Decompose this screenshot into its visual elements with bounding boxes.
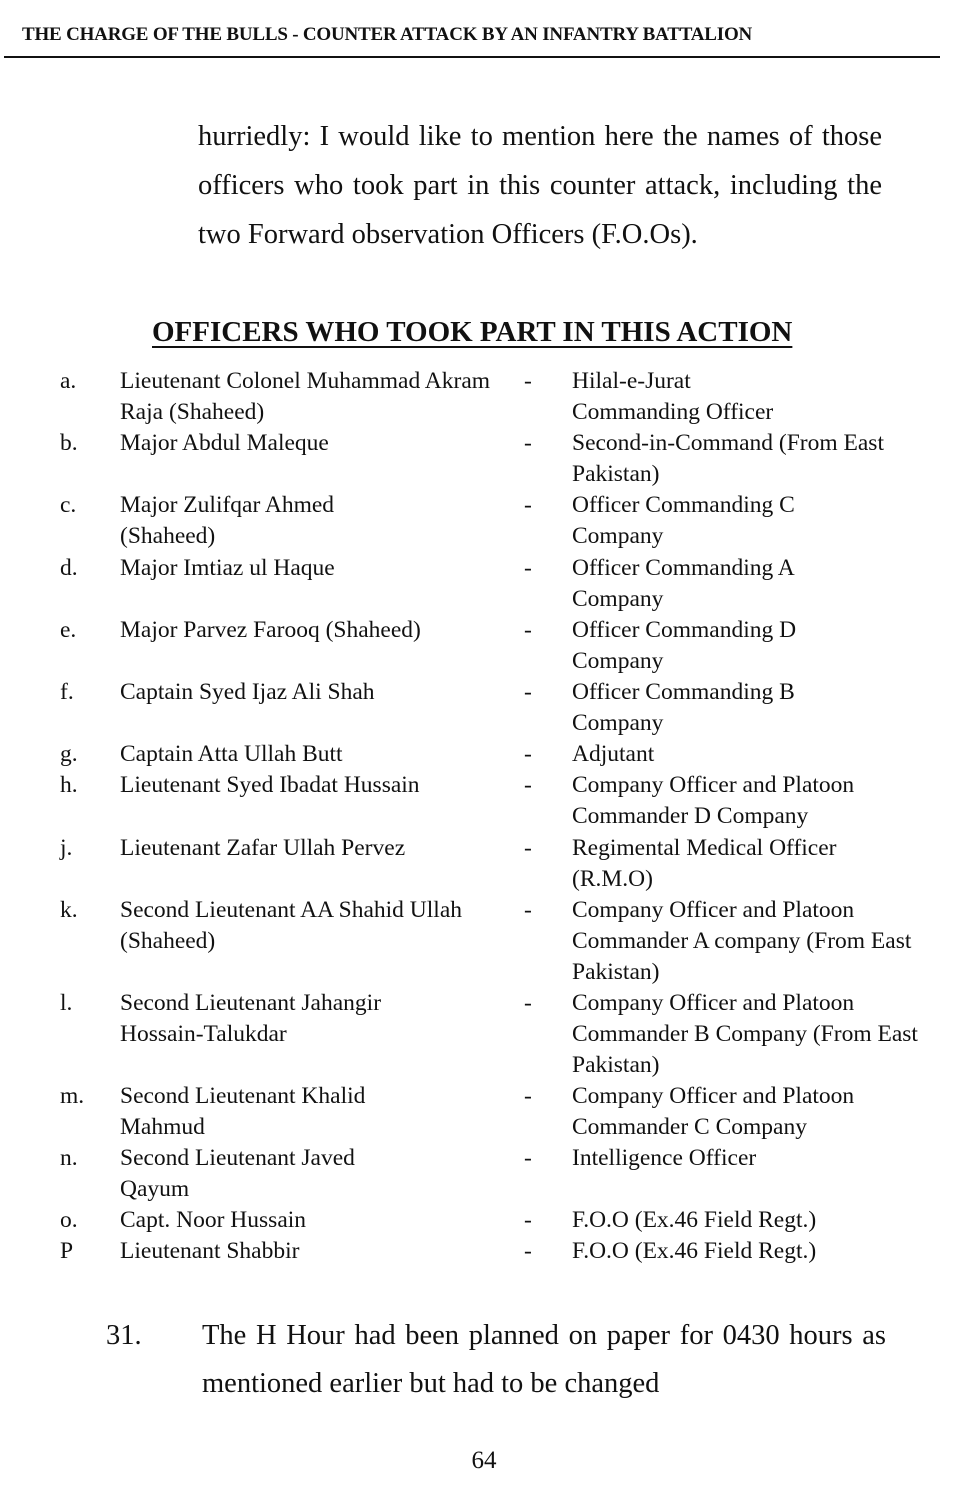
officer-role: Company Officer and Platoon Commander D Company bbox=[572, 772, 855, 829]
officer-role: Company Officer and Platoon Commander A company (From East Pakistan) bbox=[572, 897, 912, 985]
officer-dash: - bbox=[524, 492, 532, 518]
officer-letter: h. bbox=[60, 772, 78, 798]
officer-dash: - bbox=[524, 679, 532, 705]
officer-letter: b. bbox=[60, 430, 78, 456]
running-header: THE CHARGE OF THE BULLS - COUNTER ATTACK BY AN INFANTRY BATTALION bbox=[22, 24, 753, 45]
officer-role: F.O.O (Ex.46 Field Regt.) bbox=[572, 1238, 817, 1264]
officer-letter: l. bbox=[60, 990, 73, 1016]
officer-name: Lieutenant Shabbir bbox=[120, 1238, 300, 1264]
officer-letter: n. bbox=[60, 1145, 78, 1171]
officer-dash: - bbox=[524, 617, 532, 643]
officer-letter: k. bbox=[60, 897, 78, 923]
officer-name: Lieutenant Zafar Ullah Pervez bbox=[120, 835, 406, 861]
officer-dash: - bbox=[524, 1145, 532, 1171]
officer-role: Officer Commanding A Company bbox=[572, 555, 794, 612]
officer-letter: m. bbox=[60, 1083, 85, 1109]
officer-dash: - bbox=[524, 1207, 532, 1233]
officer-name: Second Lieutenant Javed Qayum bbox=[120, 1145, 355, 1202]
officer-name: Major Parvez Farooq (Shaheed) bbox=[120, 617, 421, 643]
officer-dash: - bbox=[524, 741, 532, 767]
officer-name: Second Lieutenant Jahangir Hossain-Talukdar bbox=[120, 990, 382, 1047]
officer-name: Second Lieutenant AA Shahid Ullah (Shaheed) bbox=[120, 897, 463, 954]
section-heading: OFFICERS WHO TOOK PART IN THIS ACTION bbox=[152, 316, 793, 348]
officer-letter: f. bbox=[60, 679, 74, 705]
officer-letter: a. bbox=[60, 368, 77, 394]
officer-dash: - bbox=[524, 772, 532, 798]
officer-letter: j. bbox=[60, 835, 73, 861]
officer-dash: - bbox=[524, 430, 532, 456]
officer-letter: P bbox=[60, 1238, 74, 1264]
officer-name: Capt. Noor Hussain bbox=[120, 1207, 307, 1233]
officer-name: Major Zulifqar Ahmed (Shaheed) bbox=[120, 492, 335, 549]
officer-role: Second-in-Command (From East Pakistan) bbox=[572, 430, 884, 487]
officer-letter: o. bbox=[60, 1207, 78, 1233]
officer-name: Second Lieutenant Khalid Mahmud bbox=[120, 1083, 366, 1140]
officer-letter: d. bbox=[60, 555, 78, 581]
officer-dash: - bbox=[524, 897, 532, 923]
page-number: 64 bbox=[471, 1447, 497, 1474]
officer-role: Officer Commanding D Company bbox=[572, 617, 797, 674]
officer-role: Company Officer and Platoon Commander B Company (From East Pakistan) bbox=[572, 990, 918, 1078]
officer-role: Company Officer and Platoon Commander C Company bbox=[572, 1083, 855, 1140]
officer-dash: - bbox=[524, 1083, 532, 1109]
officer-letter: e. bbox=[60, 617, 77, 643]
officer-role: Intelligence Officer bbox=[572, 1145, 757, 1171]
officer-dash: - bbox=[524, 1238, 532, 1264]
officer-name: Major Imtiaz ul Haque bbox=[120, 555, 335, 581]
officer-dash: - bbox=[524, 368, 532, 394]
officer-dash: - bbox=[524, 990, 532, 1016]
paragraph-text: The H Hour had been planned on paper for 0430 hours as mentioned earlier but had to be changed bbox=[202, 1320, 886, 1399]
officer-dash: - bbox=[524, 835, 532, 861]
officer-role: Adjutant bbox=[572, 741, 655, 767]
officer-name: Captain Atta Ullah Butt bbox=[120, 741, 343, 767]
officer-name: Major Abdul Maleque bbox=[120, 430, 329, 456]
officer-role: F.O.O (Ex.46 Field Regt.) bbox=[572, 1207, 817, 1233]
officer-role: Officer Commanding B Company bbox=[572, 679, 795, 736]
officer-role: Hilal-e-Jurat Commanding Officer bbox=[572, 368, 774, 425]
intro-paragraph: hurriedly: I would like to mention here the names of those officers who took part in this counter attack, including the two Forward observation Officers (F.O.Os). bbox=[198, 121, 882, 250]
officer-name: Lieutenant Syed Ibadat Hussain bbox=[120, 772, 420, 798]
paragraph-number: 31. bbox=[106, 1320, 142, 1351]
officer-name: Lieutenant Colonel Muhammad Akram Raja (Shaheed) bbox=[120, 368, 491, 425]
officer-letter: c. bbox=[60, 492, 77, 518]
officer-name: Captain Syed Ijaz Ali Shah bbox=[120, 679, 375, 705]
officer-role: Officer Commanding C Company bbox=[572, 492, 795, 549]
officer-role: Regimental Medical Officer (R.M.O) bbox=[572, 835, 837, 892]
officer-letter: g. bbox=[60, 741, 78, 767]
officer-dash: - bbox=[524, 555, 532, 581]
